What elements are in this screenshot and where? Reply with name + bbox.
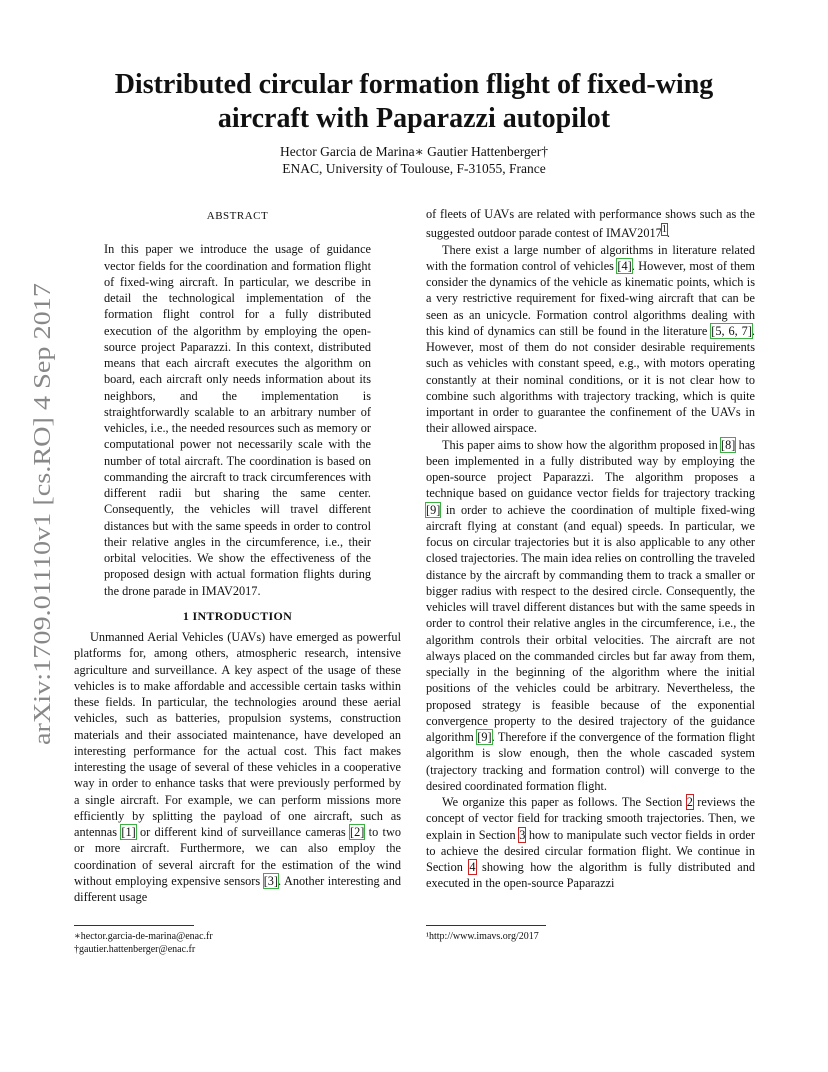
arxiv-stamp-text: arXiv:1709.01110v1 [cs.RO] 4 Sep 2017 — [30, 352, 56, 745]
title-line-2: aircraft with Paparazzi autopilot — [217, 103, 611, 134]
footnote-link[interactable]: 1 — [661, 224, 667, 236]
footnote-rule — [74, 925, 194, 926]
citation-link[interactable]: [5, 6, 7] — [711, 323, 752, 338]
intro-paragraph-1: Unmanned Aerial Vehicles (UAVs) have emerged as powerful platforms for, among others, atmospheric research, intensive agriculture and surveillance. A key aspect of the usage of these vehicles is to make affordable and accessible certain tasks within these fields. In particular, the technologies around these aerial vehicles, such as batteries, propulsion systems, construction materials and their associated maintenance, have developed an interesting performance for the actual cost. This fact makes interesting the usage of several of these vehicles in a cooperative way in order to enhance tasks that were previously performed by a single aircraft. For example, we can perform missions more efficiently by splitting the payload of one aircraft, such as antennas [1] or different kind of surveillance cameras [2] to two or more aircraft. Furthermore, we can also employ the coordination of several aircraft for the estimation of the wind without employing expensive sensors [3]. Another interesting and different usage — [74, 630, 401, 904]
citation-link[interactable]: [1] — [121, 825, 136, 839]
section-heading-introduction: 1 INTRODUCTION — [182, 608, 293, 623]
intro-paragraph-3: This paper aims to show how the algorithm proposed in [8] has been implemented in a fully distributed way by employing the open-source project Paparazzi. The algorithm proposes a technique based on guidance vector fields for trajectory tracking [9] in order to achieve the coordination of multiple fixed-wing aircraft flying at constant (and equal) speeds. In particular, we focus on circular trajectories but it is also applicable to any other closed trajectories. The main idea relies on controlling the traveled distance by the aircraft by commanding them to track a smaller or bigger radius with respect to the desired circle. Consequently, the vehicles will travel different distances but with the same speeds in order to control their relative angles in the circumference, i.e., the algorithm controls their orbital velocities. The aircraft are not always placed on the commanded circles but far away from them, specially in the beginning of the algorithm where the initial positions of the vehicles could be arbitrary. Nevertheless, the proposed strategy is feasible because of the exponential convergence property to the desired trajectory of the guidance algorithm [9]. Therefore if the convergence of the formation flight algorithm is slow enough, then the whole cascaded system (trajectory tracking and formation control) will converge to the desired coordinated formation flight. — [426, 437, 755, 793]
footnote-email-1: ∗hector.garcia-de-marina@enac.fr — [74, 931, 213, 942]
paper-title — [60, 68, 768, 136]
abstract-heading: ABSTRACT — [206, 210, 269, 222]
section-link[interactable]: 4 — [469, 860, 476, 875]
citation-link[interactable]: [3] — [263, 873, 279, 888]
intro-paragraph-1-cont: of fleets of UAVs are related with performance shows such as the suggested outdoor parade contest of IMAV2017$^1$. — [426, 207, 755, 241]
section-link[interactable]: 3 — [519, 827, 526, 842]
intro-paragraph-2: There exist a large number of algorithms in literature related with the formation control of vehicles [4]. However, most of them consider the dynamics of the vehicle as kinematic points, which is a very restrictive requirement for fixed-wing aircraft that can be seen as an unicycle. Formation control algorithms dealing with this kind of dynamics can still be found in the literature [5, 6, 7]. However, most of them do not consider desirable requirements such as vehicles with constant speed, e.g., with motors operating constantly at their nominal conditions, or it is not clear how to combine such algorithms with trajectory tracking, which is quite important in order to guarantee the confinement of the UAVs in their allowed airspace. — [426, 242, 755, 436]
citation-link[interactable]: [2] — [350, 825, 365, 839]
intro-paragraph-4: We organize this paper as follows. The Section 2 reviews the concept of vector field for tracking smooth trajectories. Then, we explain in Section 3 how to manipulate such vector fields in order to achieve the desired circular formation flight. We continue in Section 4 showing how the algorithm is fully distributed and executed in the open-source Paparazzi — [426, 795, 755, 891]
arxiv-stamp — [24, 280, 58, 750]
footnotes-left — [74, 925, 213, 956]
affiliation: ENAC, University of Toulouse, F-31055, France — [282, 161, 546, 176]
section-link[interactable]: 2 — [686, 795, 693, 810]
authors: Hector Garcia de Marina∗ Gautier Hattenberger† — [280, 144, 548, 159]
citation-link[interactable]: [9] — [477, 730, 492, 745]
footnote-url: ¹http://www.imavs.org/2017 — [426, 931, 539, 942]
citation-link[interactable]: [4] — [617, 258, 632, 273]
footnote-email-2: †gautier.hattenberger@enac.fr — [74, 944, 196, 955]
citation-link[interactable]: [8] — [721, 437, 736, 452]
abstract-text: In this paper we introduce the usage of guidance vector fields for the coordination and formation flight of fixed-wing aircraft. In particular, we describe in detail the technological implementation of the formation flight control for a fully distributed execution of the algorithm by employing the open-source project Paparazzi. In this context, distributed means that each aircraft executes the algorithm on board, each aircraft only needs information about its neighbors, and the implementation is straightforwardly scalable to an arbitrary number of vehicles, i.e., the needed resources such as memory or computational power not necessarily scale with the number of total aircraft. The coordination is based on commanding the aircraft to track circumferences with different radii but sharing the same center. Consequently, the vehicles will travel different distances but with the same speeds in order to control their relative angles in the circumference, i.e., their orbital velocities. We show the effectiveness of the proposed design with actual formation flights during the drone parade in IMAV2017. — [104, 242, 371, 598]
right-column — [426, 206, 755, 892]
footnotes-right — [426, 925, 546, 943]
citation-link[interactable]: [9] — [426, 502, 441, 517]
footnote-rule — [426, 925, 546, 926]
title-line-1: Distributed circular formation flight of fixed-wing — [114, 69, 714, 100]
left-column — [74, 206, 401, 905]
abstract — [104, 241, 371, 599]
